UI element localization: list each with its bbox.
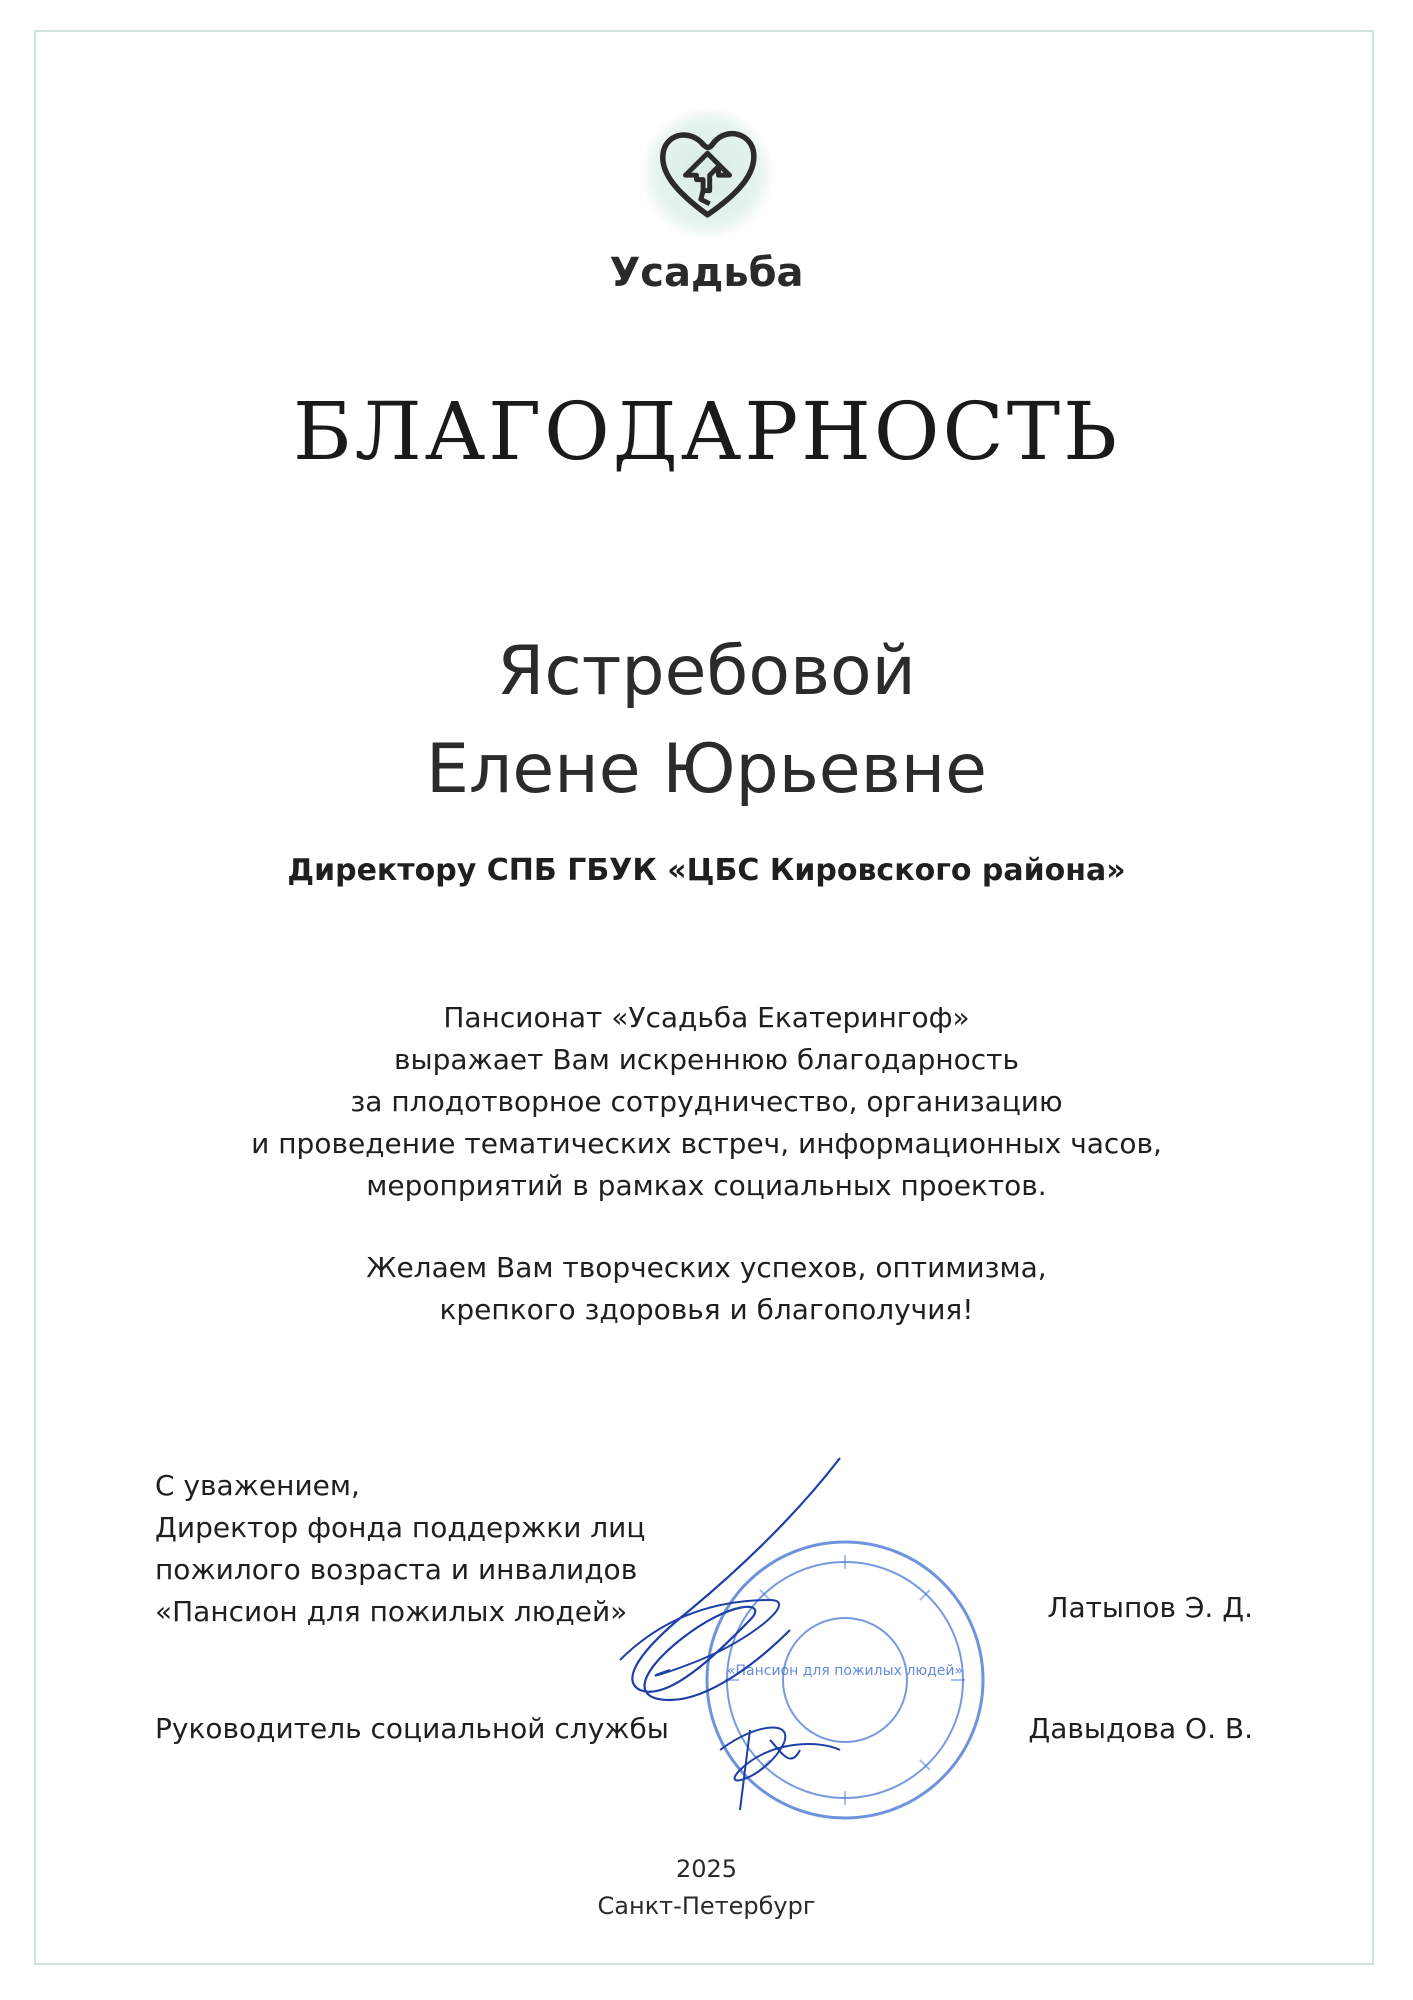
footer-year: 2025 xyxy=(675,1855,738,1883)
message-line: за плодотворное сотрудничество, организацию xyxy=(350,1085,1063,1118)
closing-line: «Пансион для пожилых людей» xyxy=(155,1595,628,1628)
closing-line: С уважением, xyxy=(155,1469,360,1502)
recipient-given-names: Елене Юрьевне xyxy=(425,730,988,809)
recipient-position: Директору СПБ ГБУК «ЦБС Кировского района» xyxy=(287,853,1126,888)
stamp-center-text: «Пансион для пожилых людей» xyxy=(726,1663,964,1679)
message-line: крепкого здоровья и благополучия! xyxy=(439,1293,974,1326)
message-line: Желаем Вам творческих успехов, оптимизма, xyxy=(366,1251,1047,1284)
message-line: и проведение тематических встреч, информационных часов, xyxy=(251,1127,1162,1160)
footer-city: Санкт-Петербург xyxy=(597,1892,816,1920)
closing-line: пожилого возраста и инвалидов xyxy=(155,1553,638,1586)
signer-1-name: Латыпов Э. Д. xyxy=(1047,1591,1253,1624)
message-line: Пансионат «Усадьба Екатерингоф» xyxy=(443,1001,970,1034)
message-paragraph-2 xyxy=(0,1247,1413,1331)
message-line: выражает Вам искреннюю благодарность xyxy=(393,1043,1019,1076)
signer-2-name: Давыдова О. В. xyxy=(1028,1712,1253,1745)
closing-line: Директор фонда поддержки лиц xyxy=(155,1511,646,1544)
recipient-surname: Ястребовой xyxy=(497,632,916,711)
closing-block xyxy=(155,1465,645,1633)
message-paragraph-1 xyxy=(0,997,1413,1207)
message-line: мероприятий в рамках социальных проектов. xyxy=(366,1169,1047,1202)
heart-house-logo-icon xyxy=(650,118,765,228)
brand-name: Усадьба xyxy=(609,250,804,296)
signer-2-role: Руководитель социальной службы xyxy=(155,1712,669,1745)
document-title: БЛАГОДАРНОСТЬ xyxy=(293,385,1120,478)
